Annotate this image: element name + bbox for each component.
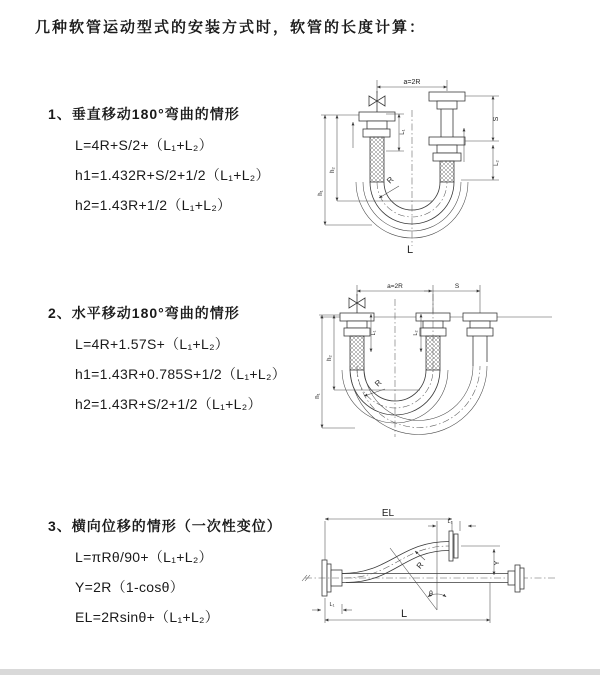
dim-label-l1: L₁	[329, 602, 335, 608]
section-3-heading: 3、横向位移的情形（一次性变位）	[48, 518, 282, 534]
dim-label-l1: L₁	[447, 519, 453, 525]
dimension-y	[461, 546, 501, 575]
hose-braid	[440, 161, 454, 182]
section-2	[48, 303, 286, 419]
upper-flange	[449, 531, 458, 561]
dim-label-y: Y	[494, 560, 501, 566]
dimension-l1-bottom	[312, 602, 352, 614]
page-title: 几种软管运动型式的安装方式时，软管的长度计算：	[35, 19, 427, 36]
valve-icon	[349, 294, 365, 313]
section-3	[48, 516, 282, 632]
hose-displaced-position	[342, 542, 449, 583]
left-pipe-fitting	[340, 313, 374, 370]
section-3-formulas	[75, 542, 282, 632]
dim-label-a2r: a=2R	[387, 283, 403, 290]
dim-label-a2r: a=2R	[403, 79, 421, 86]
dim-label-r: R	[414, 560, 426, 571]
formula-line: h2=1.43R+1/2（L₁+L₂）	[75, 197, 232, 213]
dim-label-l: L	[400, 608, 408, 620]
dim-label-l: L	[406, 244, 414, 256]
dim-label-l2: L₂	[413, 330, 419, 336]
dim-label-el: EL	[381, 508, 395, 519]
hose-u-bend-position-2	[350, 366, 487, 435]
right-flange	[508, 565, 524, 592]
dim-label-h1: h₁	[315, 393, 321, 399]
dim-label-r: R	[373, 378, 384, 389]
dim-label-theta: θ	[429, 591, 433, 598]
section-2-heading: 2、水平移动180°弯曲的情形	[48, 305, 240, 321]
formula-line: EL=2Rsinθ+（L₁+L₂）	[75, 609, 220, 625]
page-bottom-edge	[0, 669, 600, 675]
dim-label-s: S	[454, 283, 460, 290]
dimension-l2	[461, 145, 500, 180]
formula-line: h2=1.43R+S/2+1/2（L₁+L₂）	[75, 396, 262, 412]
valve-icon	[369, 91, 385, 112]
radius-leader	[390, 548, 437, 610]
section-2-formulas	[75, 329, 286, 419]
hose-braid	[370, 137, 384, 182]
dim-label-l1: L₁	[400, 129, 406, 135]
dim-label-h1: h₁	[318, 190, 324, 196]
formula-line: h1=1.432R+S/2+1/2（L₁+L₂）	[75, 167, 270, 183]
dimension-s	[465, 96, 500, 141]
dim-label-s: S	[493, 116, 500, 122]
section-1-formulas	[75, 130, 270, 220]
dimension-h2	[327, 315, 420, 390]
section-1-heading: 1、垂直移动180°弯曲的情形	[48, 106, 240, 122]
section-1	[48, 104, 270, 220]
hose-braid	[350, 336, 364, 370]
formula-line: h1=1.43R+0.785S+1/2（L₁+L₂）	[75, 366, 286, 382]
right-pipe-fitting	[429, 92, 465, 182]
dim-label-l2: L₂	[494, 160, 500, 166]
dimension-l	[325, 582, 490, 623]
formula-line: L=πRθ/90+（L₁+L₂）	[75, 549, 213, 565]
dim-label-r: R	[385, 175, 396, 186]
dim-label-h2: h₂	[330, 167, 336, 173]
dim-label-l1: L₁	[371, 330, 377, 336]
dimension-a2r	[357, 283, 480, 313]
diagram-vertical-180-bend	[315, 72, 600, 262]
formula-line: Y=2R（1-cosθ）	[75, 579, 185, 595]
formula-line: L=4R+1.57S+（L₁+L₂）	[75, 336, 230, 352]
dim-label-h2: h₂	[327, 355, 333, 361]
diagram-lateral-displacement	[300, 503, 600, 658]
dimension-a2r	[377, 79, 447, 93]
right-pipe-fitting	[463, 313, 497, 366]
left-pipe-fitting	[359, 112, 395, 182]
diagram-horizontal-180-bend	[315, 283, 600, 463]
formula-line: L=4R+S/2+（L₁+L₂）	[75, 137, 213, 153]
